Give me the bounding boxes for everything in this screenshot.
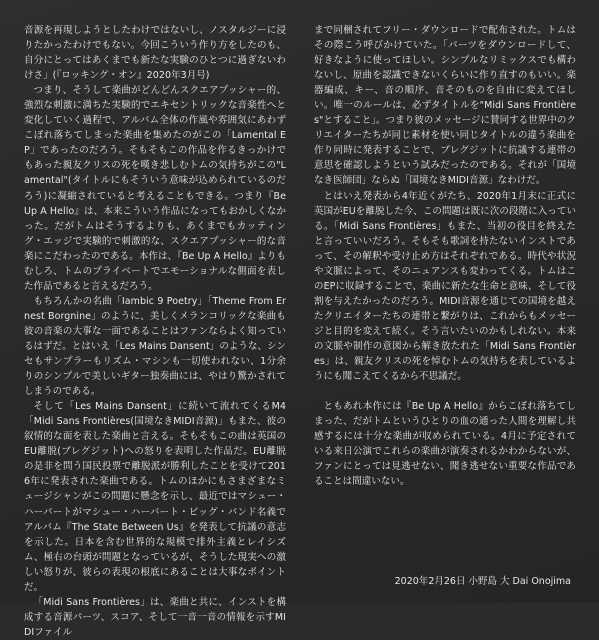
paragraph: まで同梱されてフリー・ダウンロードで配布された。トムはその際こう呼びかけていた。「パーツをダウンロードして、好きなように使ってほしい。シンプルなリミックスでも構わないし、原曲を認識できないくらいに作り直すのもいい。楽器編成、キー、音の順序、音そのものを自由に変えてほしい。唯一のルールは、必ずタイトルを"Midi Sans Frontières"とすること」。つまり彼のメッセージに賛同する世界中のクリエイターたちが同じ素材を使い同じタイトルの違う楽曲を作り同時に発表することで、ブレグジットに抗議する連帯の意思を確認しようという試みだったのである。それが「国境なき医師団」ならぬ「国境なきMIDI音源」なわけだ。 (314, 25, 576, 187)
paragraph: そして「Les Mains Dansent」に続いて流れてくるM4「Midi Sans Frontières(国境なきMIDI音源)」もまた、彼の叙情的な面を表した楽曲と言える。そもそもこの曲は英国のEU離脱(ブレグジット)への怒りを表明した作品だ。EU離脱の是非を問う国民投票で離脱派が勝利したことを受けて2016年に発表された楽曲である。トムのほかにもさまざまなミュージシャンがこの問題に懸念を示し、最近ではマシュー・ハーバートがマシュー・ハーバート・ビッグ・バンド名義でアルバム『The State Between Us』を発表して抗議の意志を示した。日本を含む世界的な規模で排外主義とレイシズム、極右の台頭が問題となっているが、そうした現実への激しい怒りが、彼らの表現の根底にあることは大事なポイントだ。 (24, 401, 286, 593)
paragraph: とはいえ発表から4年近くがたち、2020年1月末に正式に英国がEUを離脱した今、この問題は既に次の段階に入っている。「Midi Sans Frontières」もまた、当初の役目を終えたと言っていいだろう。そもそも歌詞を持たないインストであって、その解釈や受け止め方はそれぞれである。時代や状況や文脈によって、そのニュアンスも変わってくる。トムはこのEPに収録することで、楽曲に新たな生命と意味、そして役割を与えたかったのだろう。MIDI音源を通じての国境を越えたクリエイターたちの連帯と繋がりは、これからもメッセージと目的を変えて続く。そう言いたいのかもしれない。本来の文脈や制作の意図から解き放たれた「Midi Sans Frontières」は、親友クリスの死を悼むトムの気持ちを表しているようにも聞こえてくるから不思議だ。 (314, 190, 576, 383)
signature-line (395, 574, 571, 589)
signature-author: 小野島 大 Dai Onojima (468, 576, 571, 587)
left-text-column (24, 23, 286, 640)
signature-date: 2020年2月26日 (394, 576, 466, 587)
paragraph: ともあれ本作には『Be Up A Hello』からこぼれ落ちてしまった、だがトムというひとりの血の通った人間を理解し共感するには十分な楽曲が収められている。4月に予定されている来日公演でこれらの楽曲が演奏されるかわからないが、ファンにとっては見逃せない、聞き逃せない重要な作品であることは間違いない。 (314, 401, 576, 488)
paragraph: つまり、そうして楽曲がどんどんスクエアプッシャー的、強烈な刺激に満ちた実験的でエキセントリックな音楽性へと変化していく過程で、アルバム全体の作風や雰囲気にあわずこぼれ落ちてしまった楽曲を集めたのがこの「Lamental EP」であったのだろう。そもそもこの作品を作るきっかけでもあった親友クリスの死を嘆き悲しむトムの気持ちがこの"Lamental"(タイトルにもそういう意味が込められているのだろう)に凝縮されていると考えることもできる。つまり『Be Up A Hello』は、本来こういう作品になってもおかしくなかった。だがトムはそうするよりも、あくまでもカッティング・エッジで実験的で刺激的な、スクエアプッシャー的な音楽にこだわったのである。本作は、『Be Up A Hello』よりもむしろ、トムのプライベートでエモーショナルな側面を表した作品であると言えるだろう。 (24, 85, 286, 292)
right-text-column (314, 23, 576, 489)
paragraph: 音源を再現しようとしたわけではないし、ノスタルジーに浸りたかったわけでもない。今回こういう作り方をしたのも、自分にとってはあくまでも新たな実験のひとつに過ぎないわけさ」(『ロッキング・オン』2020年3月号) (24, 25, 286, 82)
paragraph: 「Midi Sans Frontières」は、楽曲と共に、インストを構成する音源パーツ、スコア、そして一音一音の情報を示すMIDIファイル (24, 596, 286, 638)
paragraph: もちろんかの名曲「Iambic 9 Poetry」「Theme From Ernest Borgnine」のように、美しくメランコリックな楽曲も彼の音楽の大事な一面であることはファンならよく知っているはずだ。とはいえ「Les Mains Dansent」のような、シンセもサンプラーもリズム・マシンも一切使われない、1分余りのシンプルで美しいギター独奏曲には、やはり驚かされてしまうのである。 (24, 295, 286, 398)
